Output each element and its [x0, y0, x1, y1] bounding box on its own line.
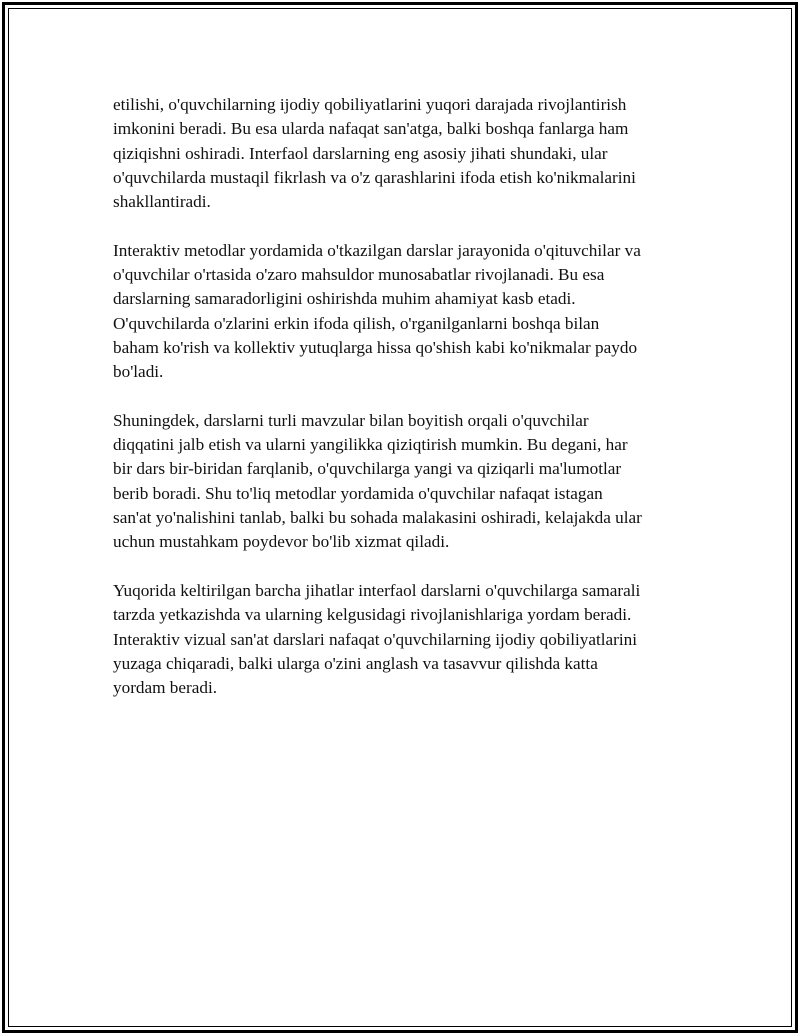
- paragraph-4: [113, 579, 703, 700]
- text-line: Interaktiv vizual san'at darslari nafaqat o'quvchilarning ijodiy qobiliyatlarini: [113, 629, 638, 649]
- paragraph-1: [113, 93, 703, 214]
- text-line: o'quvchilarda mustaqil fikrlash va o'z qarashlarini ifoda etish ko'nikmalarini: [113, 167, 636, 187]
- text-line: etilishi, o'quvchilarning ijodiy qobiliyatlarini yuqori darajada rivojlantirish: [113, 95, 627, 114]
- text-line: baham ko'rish va kollektiv yutuqlarga hissa qo'shish kabi ko'nikmalar paydo: [113, 337, 638, 357]
- document-body: [113, 93, 703, 725]
- text-line: diqqatini jalb etish va ularni yangilikka qiziqtirish mumkin. Bu degani, har: [113, 435, 628, 455]
- paragraph-3: [113, 409, 703, 555]
- text-line: yuzaga chiqaradi, balki ularga o'zini anglash va tasavvur qilishda katta: [113, 653, 598, 673]
- text-line: Interaktiv metodlar yordamida o'tkazilgan darslar jarayonida o'qituvchilar va: [113, 240, 641, 260]
- text-line: berib boradi. Shu to'liq metodlar yordamida o'quvchilar nafaqat istagan: [113, 483, 603, 503]
- text-line: Yuqorida keltirilgan barcha jihatlar interfaol darslarni o'quvchilarga samarali: [113, 580, 641, 600]
- text-line: imkonini beradi. Bu esa ularda nafaqat san'atga, balki boshqa fanlarga ham: [113, 119, 629, 139]
- text-line: bir dars bir-biridan farqlanib, o'quvchilarga yangi va qiziqarli ma'lumotlar: [113, 459, 622, 479]
- text-line: shakllantiradi.: [113, 192, 211, 212]
- text-line: uchun mustahkam poydevor bo'lib xizmat qiladi.: [113, 532, 450, 552]
- text-line: o'quvchilar o'rtasida o'zaro mahsuldor munosabatlar rivojlanadi. Bu esa: [113, 265, 605, 285]
- text-line: yordam beradi.: [113, 678, 218, 698]
- text-line: san'at yo'nalishini tanlab, balki bu sohada malakasini oshiradi, kelajakda ular: [113, 508, 642, 528]
- text-line: Shuningdek, darslarni turli mavzular bilan boyitish orqali o'quvchilar: [113, 410, 589, 430]
- text-line: bo'ladi.: [113, 362, 164, 382]
- text-line: qiziqishni oshiradi. Interfaol darslarning eng asosiy jihati shundaki, ular: [113, 143, 608, 163]
- text-line: tarzda yetkazishda va ularning kelgusidagi rivojlanishlariga yordam beradi.: [113, 605, 632, 625]
- paragraph-2: [113, 239, 703, 385]
- text-line: O'quvchilarda o'zlarini erkin ifoda qilish, o'rganilganlarni boshqa bilan: [113, 313, 600, 333]
- text-line: darslarning samaradorligini oshirishda muhim ahamiyat kasb etadi.: [113, 289, 576, 309]
